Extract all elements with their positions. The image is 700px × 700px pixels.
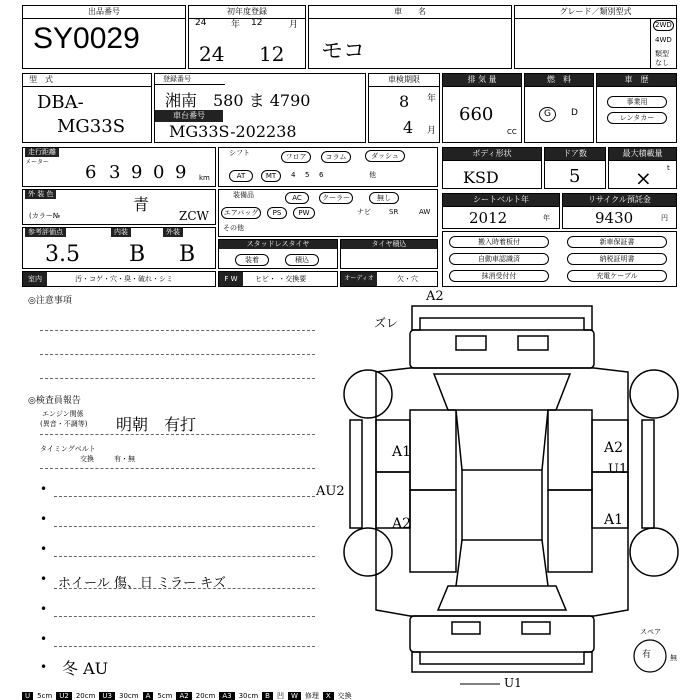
equip-ac: AC [285, 192, 309, 204]
code-x-desc: 交換 [337, 692, 352, 700]
exterior-score: B [179, 242, 196, 267]
equip-sr: SR [389, 208, 399, 216]
rear-window [438, 586, 566, 610]
report-bullet-1: • [40, 482, 48, 496]
engine-unit: CC [507, 128, 517, 136]
report-misc-note: 冬 AU [62, 659, 109, 678]
code-a2: A2 [176, 692, 191, 700]
fuel-label: 燃 料 [525, 74, 593, 87]
code-x: X [323, 692, 334, 700]
score-label: 参考評価点 [25, 228, 66, 237]
equip-navi: ナビ [357, 208, 371, 216]
inspection-month-unit: 月 [427, 126, 437, 136]
car-name-label: 車 名 [309, 6, 511, 19]
code-a2-size: 20cm [195, 692, 216, 700]
report-bullet-7: • [40, 660, 48, 674]
drive-2wd: 2WD [655, 21, 672, 29]
spare-value: 有 [642, 650, 652, 660]
interior-condition-items: 汚・コゲ・穴・臭・破れ・シミ [75, 275, 173, 283]
registration-plate: 湘南 580 ま 4790 [165, 91, 311, 110]
shift-gear-6: 6 [319, 171, 324, 179]
notes-title: ◎注意事項 [28, 296, 72, 306]
equip-airbag: エアバッグ [221, 207, 261, 219]
recycle-label: リサイクル預託金 [563, 194, 676, 207]
audio-items: 欠・穴 [397, 275, 418, 283]
inspection-label: 車検期限 [369, 74, 439, 87]
usage-business: 事業用 [607, 96, 667, 108]
door-rear-left [410, 490, 456, 572]
grade-label: グレード／類別型式 [515, 6, 676, 19]
audio-label: オーディオ [341, 272, 377, 286]
door-rear-right [548, 490, 592, 572]
wheel-rear-right [630, 528, 678, 576]
first-reg-month: 12 [259, 42, 285, 66]
usage-label: 車 歴 [597, 74, 676, 87]
mileage-digit-2: 3 [109, 162, 121, 183]
doc-charge-cable: 充電ケーブル [567, 270, 667, 282]
fw-items: ヒビ・ ・交換要 [255, 275, 307, 283]
code-u: U [22, 692, 33, 700]
headlight-right [518, 336, 548, 350]
exterior-score-label: 外装 [163, 228, 183, 237]
equip-pw: PW [293, 207, 315, 219]
code-u2-size: 20cm [75, 692, 96, 700]
damage-top: A2 [426, 289, 444, 304]
interior-score-label: 内装 [111, 228, 131, 237]
damage-bottom: U1 [504, 676, 522, 690]
tire-load-label: タイヤ積込 [341, 240, 437, 249]
model-line2: MG33S [57, 116, 126, 137]
code-a3-size: 30cm [238, 692, 259, 700]
type-none: 類型なし [655, 50, 669, 67]
model-label: 型 式 [23, 74, 151, 87]
first-reg-year: 24 [199, 42, 225, 66]
shift-gear-5: 5 [305, 171, 310, 179]
studless-loaded: 積込 [285, 254, 319, 266]
equipment-label: 装備品 [233, 191, 254, 199]
equip-aw: AW [419, 208, 431, 216]
damage-front-left: A1 [392, 444, 412, 460]
damage-bumper-note: ズレ [374, 316, 399, 330]
model-line1: DBA- [37, 92, 84, 113]
report-bullet-2: • [40, 512, 48, 526]
engine-report-label-1: エンジン関係 [42, 410, 84, 418]
shift-at: AT [229, 170, 253, 182]
seatbelt-unit: 年 [543, 214, 550, 222]
registration-label: 登録番号 [163, 75, 191, 83]
spare-alt: 無 [670, 654, 677, 662]
inspection-year: 8 [399, 92, 410, 111]
code-u2: U2 [56, 692, 72, 700]
doc-tax: 納税証明書 [567, 253, 667, 265]
doc-deregistration: 抹消受付付 [449, 270, 549, 282]
equip-other: その他 [223, 224, 244, 232]
studless-label: スタッドレスタイヤ [219, 240, 337, 249]
damage-left-mid: AU2 [316, 484, 345, 499]
body-label: ボディ形状 [443, 148, 541, 161]
code-w: W [288, 692, 301, 700]
drive-4wd: 4WD [655, 36, 672, 44]
color-value: 青 [133, 195, 150, 214]
windshield [434, 374, 570, 410]
wheel-front-right [630, 370, 678, 418]
report-bullet-5: • [40, 602, 48, 616]
meter-label: メーター [25, 159, 50, 166]
doors-label: ドア数 [545, 148, 605, 161]
mileage-label: 走行距離 [25, 148, 59, 157]
interior-score: B [129, 242, 146, 267]
inspection-month: 4 [403, 118, 414, 137]
spare-label: スペア [640, 628, 661, 636]
code-a: A [143, 692, 154, 700]
doc-warranty: 新車保証書 [567, 236, 667, 248]
first-reg-year-pre: 24 [195, 18, 207, 28]
equip-ps: PS [267, 207, 287, 219]
report-wheel-note: ホイール 傷、日 ミラー キズ [58, 576, 226, 591]
code-u3: U3 [99, 692, 115, 700]
footer-legend [22, 692, 682, 700]
doors-value: 5 [569, 166, 581, 187]
first-reg-month-pre: 12 [251, 18, 263, 28]
wheel-rear-left [344, 528, 392, 576]
color-number: ZCW [179, 209, 209, 223]
shift-dash: ダッシュ [365, 150, 405, 162]
door-front-left [410, 410, 456, 490]
capacity-value: × [635, 166, 652, 190]
code-u-size: 5cm [37, 692, 53, 700]
shift-gear-4: 4 [291, 171, 296, 179]
inspector-title: ◎検査員報告 [28, 396, 81, 406]
seatbelt-label: シートベルト年 [443, 194, 559, 207]
first-reg-month-unit: 月 [289, 20, 299, 30]
shift-mt: MT [261, 170, 281, 182]
color-label: 外 装 色 [25, 190, 56, 199]
body-outline [376, 368, 628, 616]
recycle-unit: 円 [661, 214, 668, 222]
code-a3: A3 [219, 692, 234, 700]
shift-column: コラム [321, 151, 351, 163]
engine-report-value: 明朝 有打 [116, 415, 197, 434]
code-b-desc: 凹 [276, 692, 284, 700]
roof [462, 470, 542, 540]
usage-rental: レンタカー [607, 112, 667, 124]
door-front-right [548, 410, 592, 490]
equip-cooler: クーラー [319, 192, 353, 204]
report-bullet-6: • [40, 632, 48, 646]
code-a-size: 5cm [157, 692, 173, 700]
chassis-label: 車台番号 [155, 110, 223, 122]
rear-bumper [412, 652, 592, 672]
inspection-year-unit: 年 [427, 94, 437, 104]
timing-belt-options: 有・無 [114, 455, 135, 463]
doc-delivery: 搬入時着板付 [449, 236, 549, 248]
code-u3-size: 30cm [118, 692, 139, 700]
damage-front-right-2: U1 [608, 462, 628, 477]
damage-front-right-1: A2 [604, 440, 624, 456]
mileage-digit-4: 0 [153, 162, 165, 183]
sheet-id: SY0029 [33, 22, 140, 55]
lot-number-label: 出品番号 [23, 6, 185, 19]
body-value: KSD [463, 168, 499, 187]
capacity-unit: t [667, 164, 670, 172]
code-w-desc: 修理 [304, 692, 319, 700]
report-bullet-3: • [40, 542, 48, 556]
fw-label: F W [219, 272, 243, 286]
engine-report-label-2: (異音・不調等) [40, 420, 88, 428]
timing-belt-label-1: タイミングベルト [40, 445, 96, 453]
score-value: 3.5 [45, 242, 80, 267]
damage-rear-left: A2 [392, 516, 412, 532]
taillight-right [522, 622, 550, 634]
mileage-unit: km [199, 174, 210, 182]
shift-other: 他 [369, 171, 376, 179]
mileage-digit-1: 6 [85, 162, 97, 183]
timing-belt-label-2: 交換 [80, 455, 94, 463]
rear-hatch [410, 616, 594, 652]
doc-recognition: 自動車認識済 [449, 253, 549, 265]
recycle-value: 9430 [595, 209, 634, 227]
fuel-d: D [571, 108, 578, 118]
wheel-front-left [344, 370, 392, 418]
shift-label: シフト [229, 149, 250, 157]
front-bumper [412, 306, 592, 330]
report-bullet-4: • [40, 572, 48, 586]
interior-condition-label: 室内 [23, 272, 47, 286]
chassis-number: MG33S-202238 [169, 122, 297, 141]
color-number-label: (カラー№ [29, 212, 61, 220]
shift-floor: フロア [281, 151, 311, 163]
capacity-label: 最大積載量 [609, 148, 676, 161]
mileage-digit-5: 9 [175, 162, 187, 183]
taillight-left [452, 622, 480, 634]
seatbelt-value: 2012 [469, 209, 508, 227]
code-b: B [262, 692, 273, 700]
mileage-digit-3: 9 [131, 162, 143, 183]
first-registration-label: 初年度登録 [189, 6, 305, 19]
studless-mounted: 装着 [235, 254, 269, 266]
damage-rear-right: A1 [604, 512, 624, 528]
car-name-value: モコ [321, 39, 366, 64]
hood-front [410, 330, 594, 368]
headlight-left [456, 336, 486, 350]
equip-none: 無し [369, 192, 399, 204]
fuel-g: G [539, 107, 556, 122]
engine-value: 660 [459, 104, 494, 125]
engine-label: 排 気 量 [443, 74, 521, 87]
first-reg-year-unit: 年 [231, 20, 241, 30]
